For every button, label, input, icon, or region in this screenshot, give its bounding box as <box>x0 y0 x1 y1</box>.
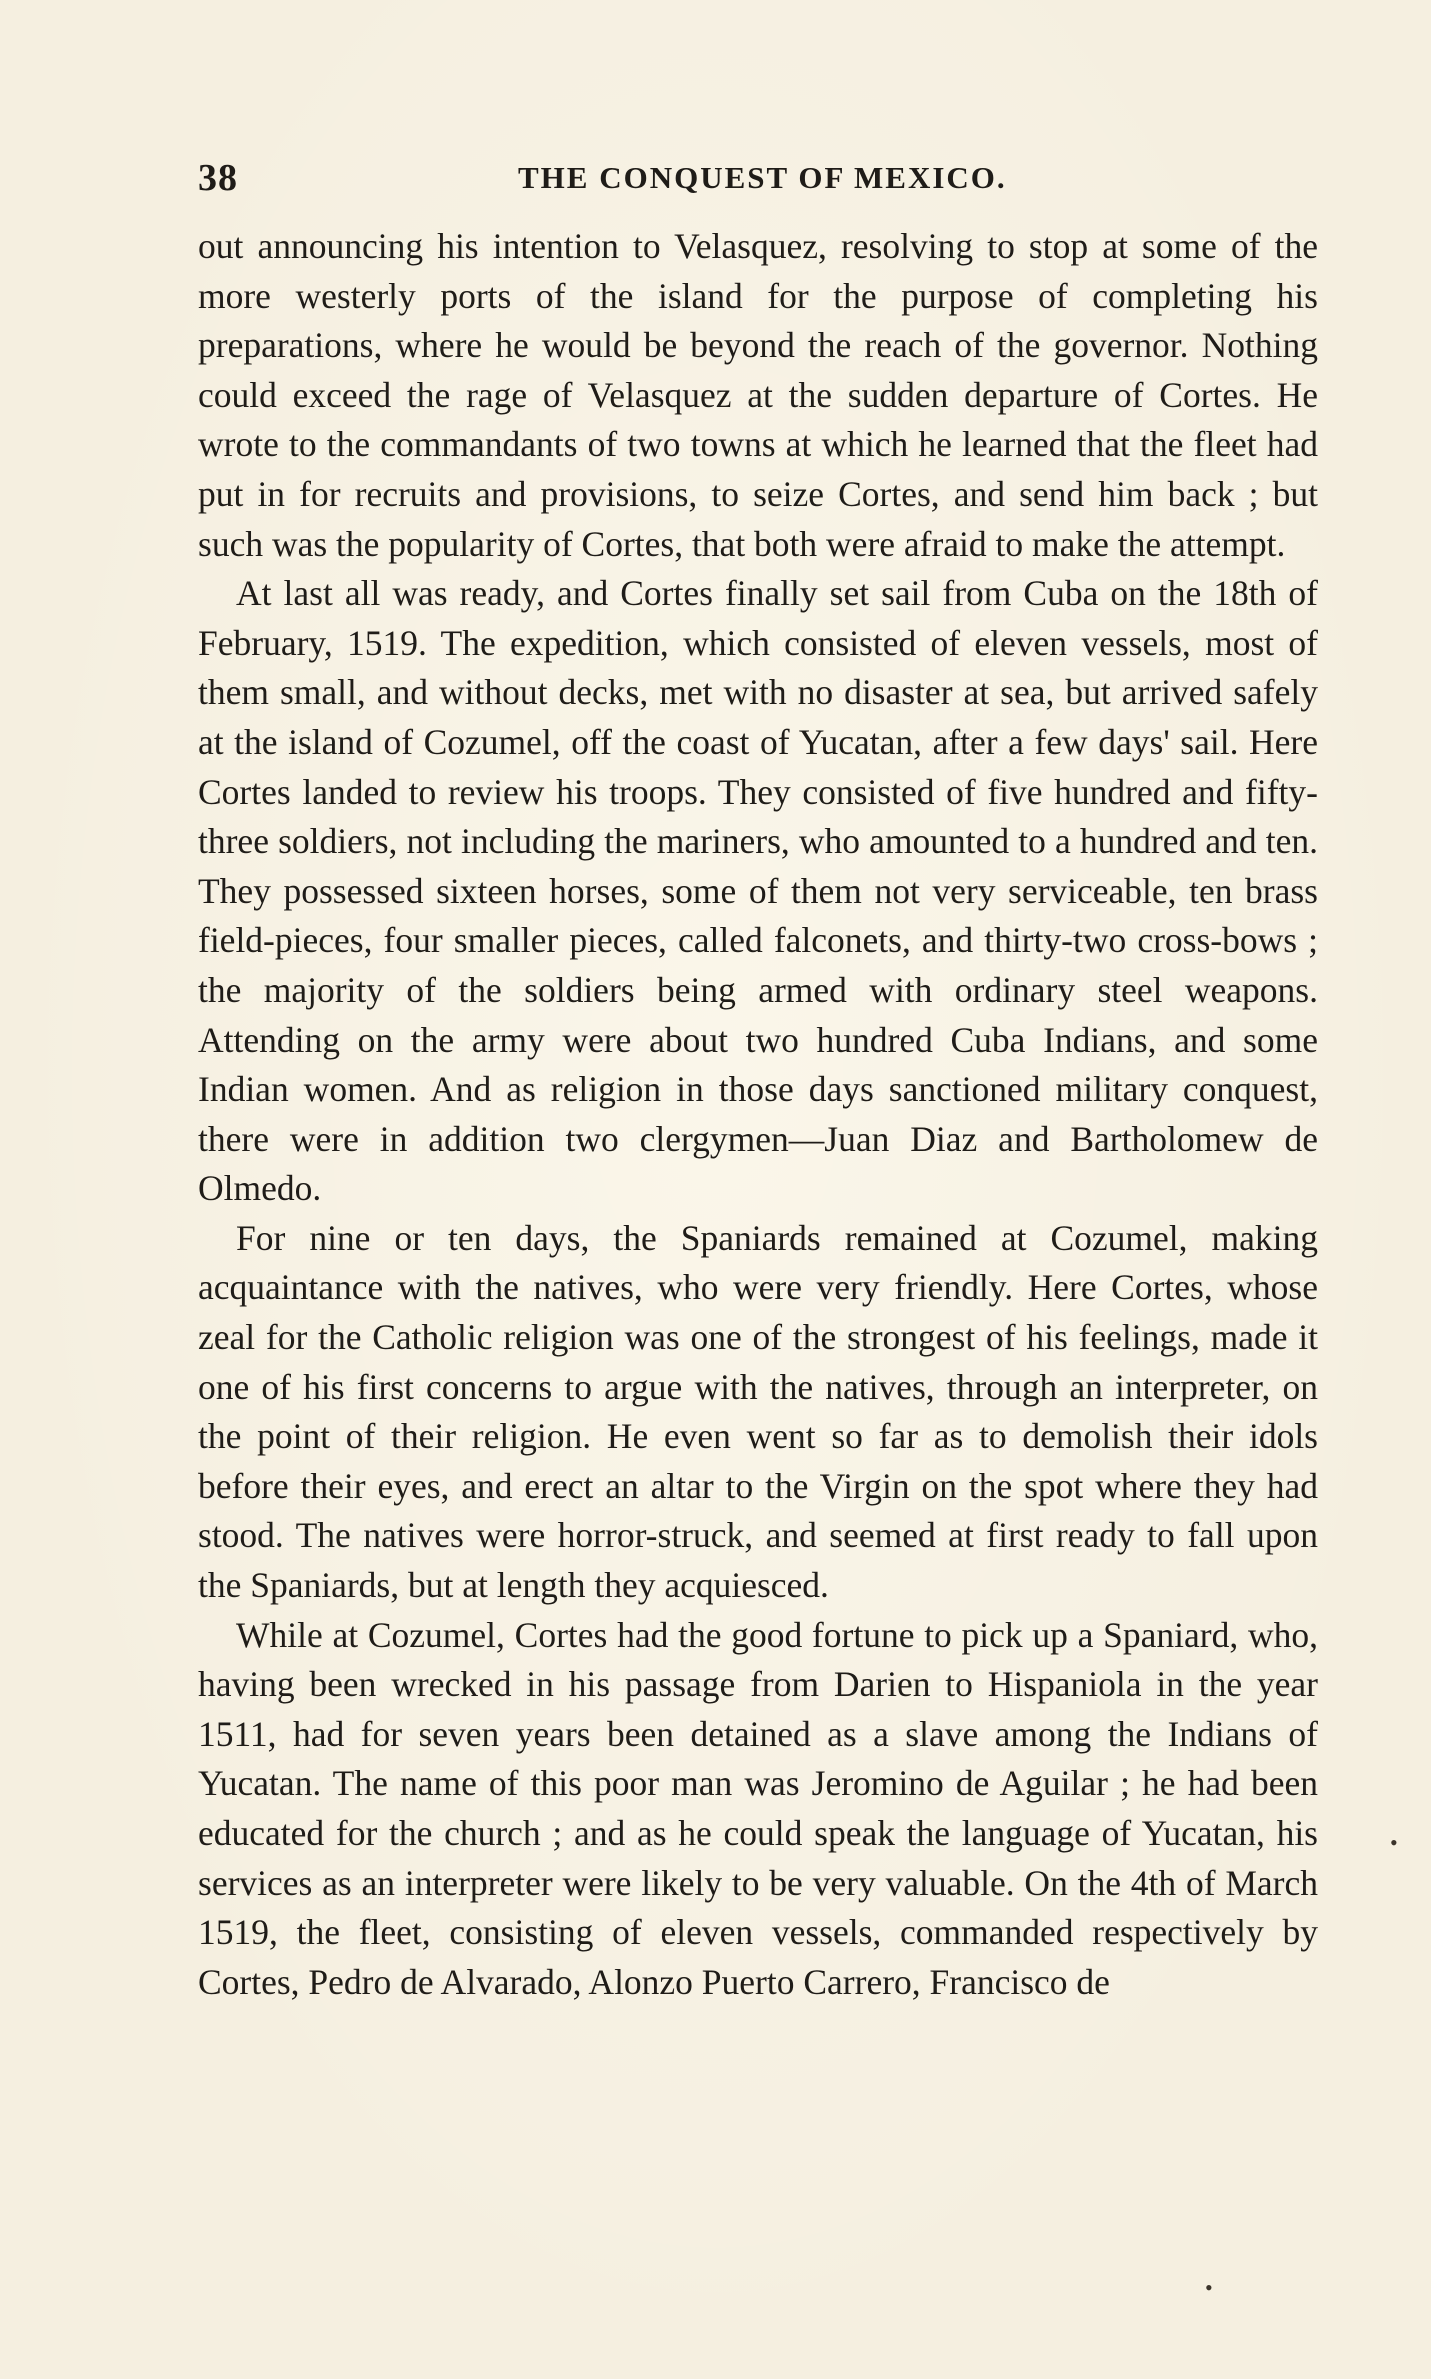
running-title: THE CONQUEST OF MEXICO. <box>518 160 1007 195</box>
paragraph-aguilar: While at Cozumel, Cortes had the good fortune to pick up a Spaniard, who, having been wrecked in his passage from Darien to Hispaniola in the year 1511, had for seven years been detained as a slave among the Indians of Yucatan. The name of this poor man was Jeromino de Aguilar ; he had been educated for the church ; and as he could speak the language of Yucatan, his services as an interpreter were likely to be very valuable. On the 4th of March 1519, the fleet, consisting of eleven vessels, commanded respectively by Cortes, Pedro de Alvarado, Alonzo Puerto Carrero, Francisco de <box>198 1614 1318 2002</box>
body-text <box>198 222 1318 2007</box>
paragraph-departure: At last all was ready, and Cortes finally set sail from Cuba on the 18th of February, 1519. The expedition, which consisted of eleven vessels, most of them small, and without decks, met with no disaster at sea, but arrived safely at the island of Cozumel, off the coast of Yucatan, after a few days' sail. Here Cortes landed to review his troops. They consisted of five hundred and fifty-three soldiers, not including the mariners, who amounted to a hundred and ten. They possessed sixteen horses, some of them not very serviceable, ten brass field-pieces, four smaller pieces, called falconets, and thirty-two cross-bows ; the majority of the soldiers being armed with ordinary steel weapons. Attending on the army were about two hundred Cuba Indians, and some Indian women. And as religion in those days sanctioned military conquest, there were in addition two clergymen—Juan Diaz and Bartholomew de Olmedo. <box>198 573 1318 1209</box>
page-header <box>198 150 1318 210</box>
paragraph-continuation: out announcing his intention to Velasquez, resolving to stop at some of the more westerly ports of the island for the purpose of completing his preparations, where he would be beyond the reach of the governor. Nothing could exceed the rage of Velasquez at the sudden departure of Cortes. He wrote to the commandants of two towns at which he learned that the fleet had put in for recruits and provisions, to seize Cortes, and send him back ; but such was the popularity of Cortes, that both were afraid to make the attempt. <box>198 226 1318 564</box>
margin-ink-mark: • <box>1390 1830 1398 1855</box>
page-number: 38 <box>198 157 238 199</box>
paragraph-cozumel: For nine or ten days, the Spaniards remained at Cozumel, making acquaintance with the natives, who were very friendly. Here Cortes, whose zeal for the Catholic religion was one of the strongest of his feelings, made it one of his first concerns to argue with the natives, through an interpreter, on the point of their religion. He even went so far as to demolish their idols before their eyes, and erect an altar to the Virgin on the spot where they had stood. The natives were horror-struck, and seemed at first ready to fall upon the Spaniards, but at length they acquiesced. <box>198 1217 1318 1606</box>
bottom-ink-mark: • <box>1205 2275 1213 2300</box>
